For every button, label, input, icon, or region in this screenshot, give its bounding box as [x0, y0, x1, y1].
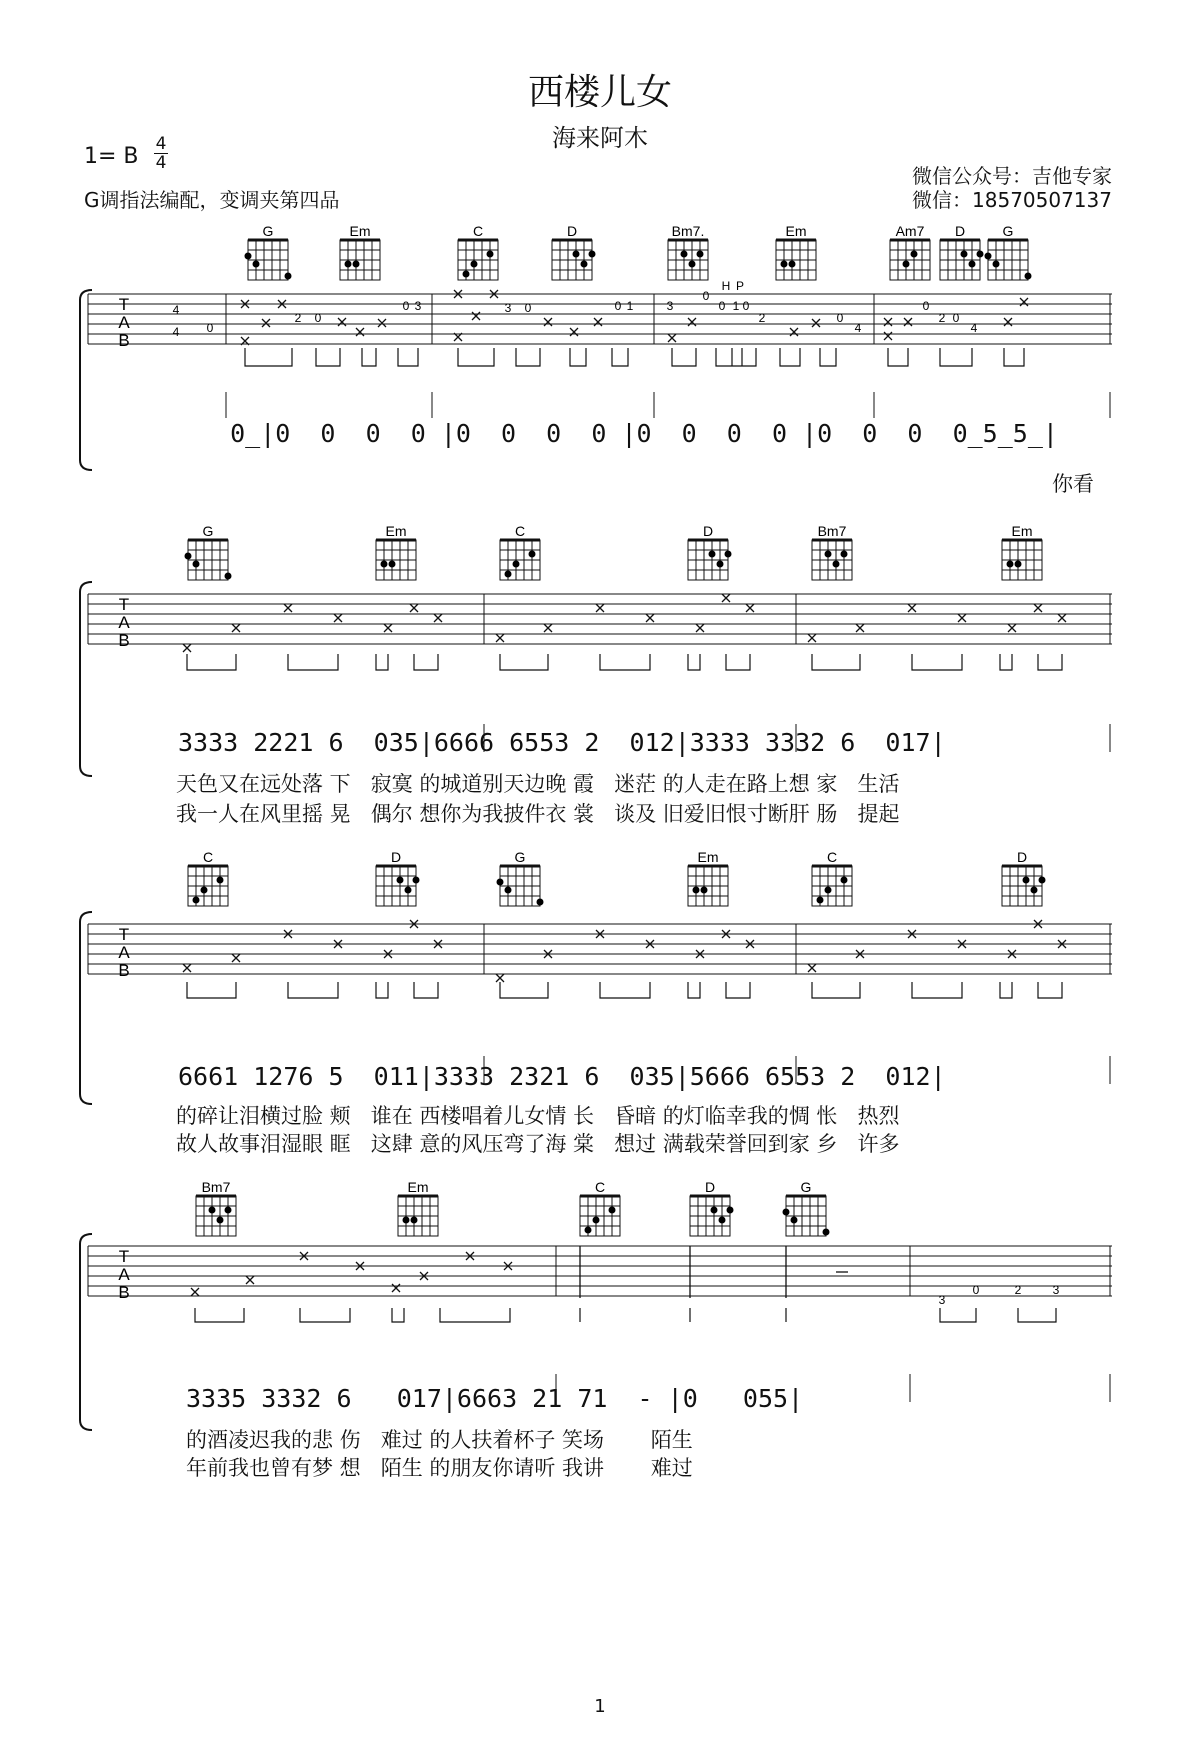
- chord-diagram-c-5: [580, 1179, 620, 1236]
- svg-text:C: C: [594, 1179, 606, 1195]
- svg-text:Em: Em: [407, 1179, 429, 1195]
- svg-text:P: P: [735, 279, 745, 293]
- svg-text:G: G: [514, 849, 526, 865]
- svg-text:D: D: [1016, 849, 1028, 865]
- chord-diagram-em-3: [376, 523, 416, 580]
- svg-text:T: T: [118, 925, 130, 944]
- svg-text:3: 3: [1052, 1283, 1060, 1297]
- chord-diagram-d-3: [688, 523, 732, 580]
- chord-diagram-em-6: [398, 1179, 438, 1236]
- chord-diagram-g-3: [185, 523, 232, 580]
- tab-letter-a: A: [118, 313, 130, 332]
- tab-letter-t: T: [118, 295, 130, 314]
- svg-text:0: 0: [742, 299, 750, 313]
- time-signature-top: 4: [155, 134, 167, 154]
- svg-text:H: H: [721, 279, 731, 293]
- svg-text:G: G: [800, 1179, 812, 1195]
- artist-name: 海来阿木: [552, 124, 648, 152]
- svg-text:Em: Em: [1011, 523, 1033, 539]
- chord-diagram-g-2: [985, 223, 1032, 280]
- notation-line-1: [200, 390, 1058, 448]
- svg-text:B: B: [118, 1283, 130, 1302]
- lyric-line-3b: 故人故事泪湿眼 眶 这肆 意的风压弯了海 棠 想过 满载荣誉回到家 乡 许多: [176, 1132, 900, 1156]
- svg-text:C: C: [472, 223, 484, 239]
- system-bracket: [80, 290, 92, 470]
- svg-text:Bm7: Bm7: [201, 1179, 231, 1195]
- svg-text:D: D: [702, 523, 714, 539]
- svg-text:Am7: Am7: [895, 223, 925, 239]
- svg-text:3: 3: [504, 301, 512, 315]
- lyric-line-2a: 天色又在远处落 下 寂寞 的城道别天边晚 霞 迷茫 的人走在路上想 家 生活: [176, 772, 900, 796]
- svg-text:D: D: [390, 849, 402, 865]
- chord-diagram-em-5: [688, 849, 728, 906]
- svg-text:0: 0: [718, 299, 726, 313]
- notation-line-2: 3333 2221 6 035|6666 6553 2 012|3333 3332 6 017|: [178, 728, 946, 757]
- lyric-line-4b: 年前我也曾有梦 想 陌生 的朋友你请听 我讲 难过: [186, 1456, 693, 1480]
- svg-text:0: 0: [524, 301, 532, 315]
- chord-name: G: [262, 223, 274, 239]
- svg-text:Bm7: Bm7: [817, 523, 847, 539]
- svg-text:4: 4: [172, 325, 180, 339]
- chord-diagram-d-2: [940, 223, 984, 280]
- svg-text:3: 3: [938, 1293, 946, 1307]
- svg-text:4: 4: [854, 321, 862, 335]
- lyric-line-3a: 的碎让泪横过脸 颊 谁在 西楼唱着儿女情 长 昏暗 的灯临幸我的惆 怅 热烈: [176, 1104, 900, 1128]
- chord-diagram-d-6: [690, 1179, 734, 1236]
- chord-diagram-g-5: [783, 1179, 830, 1236]
- wechat-id: 微信：18570507137: [912, 188, 1112, 212]
- svg-text:C: C: [202, 849, 214, 865]
- notation-text: 0̲|0 0 0 0 |0 0 0 0 |0 0 0 0 |0 0 0 0̲5̲5̲|: [230, 419, 1058, 448]
- svg-text:T: T: [118, 1247, 130, 1266]
- svg-text:D: D: [704, 1179, 716, 1195]
- svg-text:G: G: [1002, 223, 1014, 239]
- svg-text:G: G: [202, 523, 214, 539]
- chord-diagram-c-3: [188, 849, 228, 906]
- lyric-line-4a: 的酒凌迟我的悲 伤 难过 的人扶着杯子 笑场 陌生: [186, 1428, 693, 1452]
- lyric-line-1a: 你看: [1052, 472, 1094, 496]
- notation-line-3: 6661 1276 5 011|3333 2321 6 035|5666 6553 2 012|: [178, 1062, 946, 1091]
- chord-diagram-d: [552, 223, 596, 280]
- svg-text:3: 3: [414, 299, 422, 313]
- key-signature: 1= B: [84, 144, 139, 169]
- svg-text:T: T: [118, 595, 130, 614]
- svg-text:A: A: [118, 943, 130, 962]
- svg-text:0: 0: [314, 311, 322, 325]
- rhythm-beams: [245, 348, 1024, 366]
- svg-text:Bm7.: Bm7.: [671, 223, 705, 239]
- svg-text:2: 2: [294, 311, 302, 325]
- svg-text:A: A: [118, 613, 130, 632]
- arrangement-note: G调指法编配，变调夹第四品: [84, 188, 340, 212]
- svg-text:D: D: [566, 223, 578, 239]
- wechat-account: 微信公众号：吉他专家: [912, 164, 1112, 188]
- svg-text:A: A: [118, 1265, 130, 1284]
- svg-text:B: B: [118, 631, 130, 650]
- svg-text:0: 0: [952, 311, 960, 325]
- svg-text:Em: Em: [697, 849, 719, 865]
- notation-line-4: 3335 3332 6 017|6663 21 71 - |0 055|: [186, 1384, 804, 1413]
- chord-diagram-em-2: [776, 223, 816, 280]
- chord-diagram-bm7: [668, 223, 708, 280]
- svg-text:C: C: [826, 849, 838, 865]
- tab-letter-b: B: [118, 331, 130, 350]
- chord-diagram-em: [340, 223, 380, 280]
- svg-text:Em: Em: [785, 223, 807, 239]
- chord-diagram-c-2: [500, 523, 540, 580]
- svg-text:B: B: [118, 961, 130, 980]
- chord-diagram-bm7-3: [196, 1179, 236, 1236]
- chord-diagram-d-4: [376, 849, 420, 906]
- time-signature-bottom: 4: [155, 153, 167, 173]
- svg-text:0: 0: [972, 1283, 980, 1297]
- chord-diagram-g-4: [497, 849, 544, 906]
- svg-text:1: 1: [626, 299, 634, 313]
- chord-diagram-bm7-2: [812, 523, 852, 580]
- svg-text:0: 0: [614, 299, 622, 313]
- svg-text:Em: Em: [349, 223, 371, 239]
- chord-diagram-c-4: [812, 849, 852, 906]
- chord-diagram-d-5: [1002, 849, 1046, 906]
- svg-text:4: 4: [172, 303, 180, 317]
- chord-diagram-g: [245, 223, 292, 280]
- svg-text:0: 0: [206, 321, 214, 335]
- svg-text:Em: Em: [385, 523, 407, 539]
- lyric-line-2b: 我一人在风里摇 晃 偶尔 想你为我披件衣 裳 谈及 旧爱旧恨寸断肝 肠 提起: [176, 802, 900, 826]
- page-number: 1: [594, 1696, 606, 1717]
- chord-diagram-c: [458, 223, 498, 280]
- svg-text:4: 4: [970, 321, 978, 335]
- svg-text:0: 0: [836, 311, 844, 325]
- time-signature: [154, 136, 168, 171]
- svg-text:0: 0: [402, 299, 410, 313]
- svg-text:0: 0: [702, 289, 710, 303]
- svg-text:2: 2: [938, 311, 946, 325]
- svg-text:1: 1: [732, 299, 740, 313]
- tab-notes: [241, 290, 1028, 345]
- chord-diagram-em-4: [1002, 523, 1042, 580]
- svg-text:C: C: [514, 523, 526, 539]
- svg-text:3: 3: [666, 299, 674, 313]
- chord-diagram-am7: [890, 223, 930, 280]
- svg-text:0: 0: [922, 299, 930, 313]
- svg-text:D: D: [954, 223, 966, 239]
- svg-text:2: 2: [758, 311, 766, 325]
- song-title: 西楼儿女: [527, 72, 672, 113]
- svg-text:2: 2: [1014, 1283, 1022, 1297]
